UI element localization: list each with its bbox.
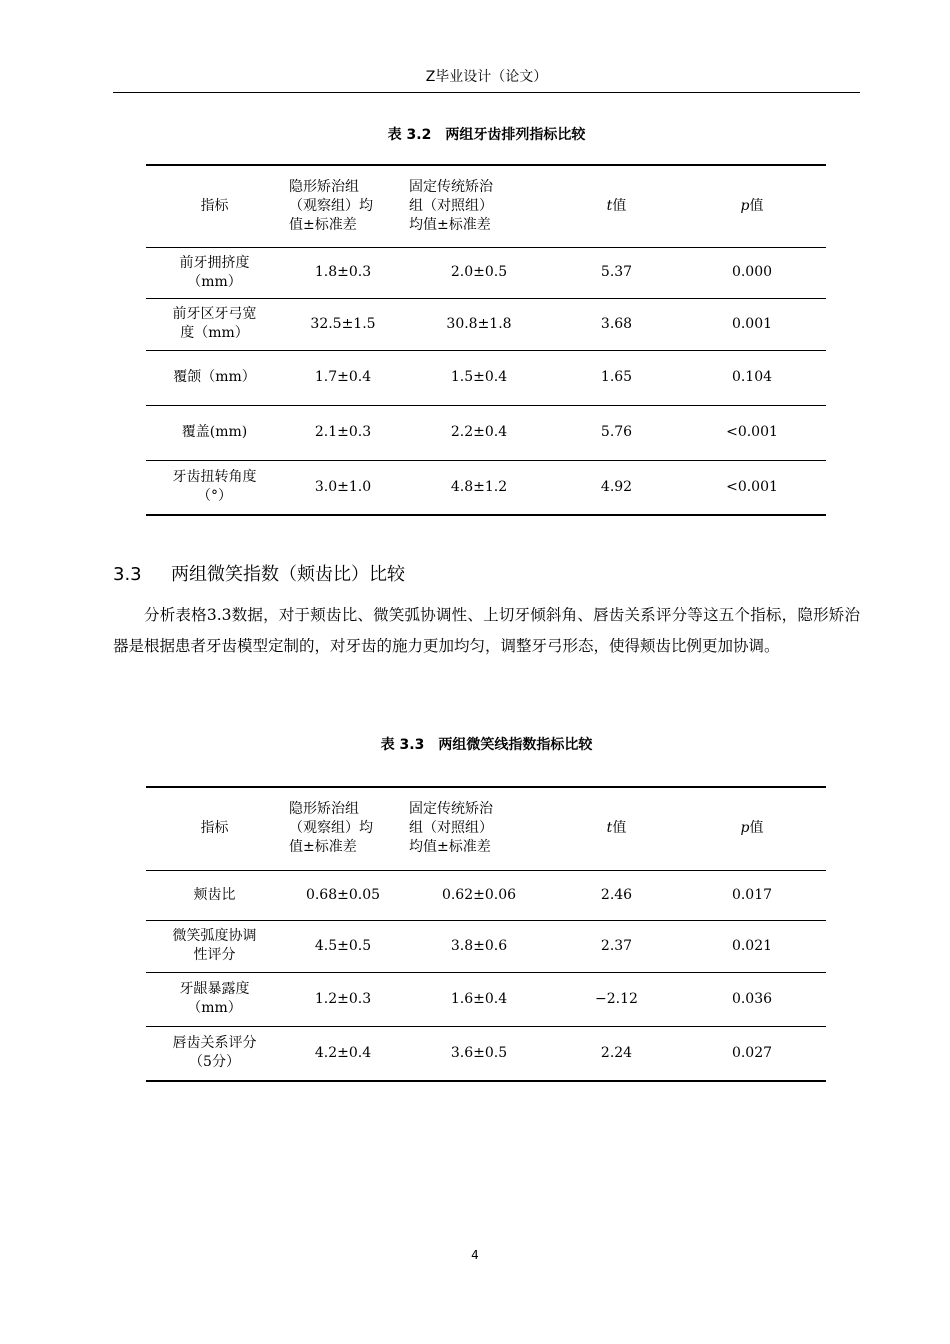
cell-group-a: 4.2±0.4 — [283, 1026, 403, 1081]
section-paragraph: 分析表格3.3数据，对于颊齿比、微笑弧协调性、上切牙倾斜角、唇齿关系评分等这五个指标，隐形矫治器是根据患者牙齿模型定制的，对牙齿的施力更加均匀，调整牙弓形态，使得颊齿比例更加协调。 — [113, 606, 860, 655]
table-row — [146, 870, 826, 920]
cell-group-b: 30.8±1.8 — [403, 298, 555, 350]
row-indicator: 覆颌（mm） — [146, 350, 283, 405]
table-3-2 — [146, 164, 826, 516]
cell-group-a: 0.68±0.05 — [283, 870, 403, 920]
section-title: 两组微笑指数（颊齿比）比较 — [171, 564, 405, 585]
cell-group-b: 2.2±0.4 — [403, 405, 555, 460]
cell-p: <0.001 — [678, 460, 826, 515]
header-t-value: t值 — [555, 787, 678, 870]
cell-t: 2.46 — [555, 870, 678, 920]
cell-p: 0.001 — [678, 298, 826, 350]
page-header: Z毕业设计（论文） — [113, 66, 860, 93]
row-indicator: 前牙拥挤度 （mm） — [146, 247, 283, 298]
table-row — [146, 460, 826, 515]
cell-p: 0.021 — [678, 920, 826, 972]
table-row — [146, 920, 826, 972]
table-row — [146, 247, 826, 298]
cell-t: 5.76 — [555, 405, 678, 460]
cell-group-b: 2.0±0.5 — [403, 247, 555, 298]
cell-p: 0.027 — [678, 1026, 826, 1081]
header-invisible-group: 隐形矫治组 （观察组）均 值±标准差 — [283, 787, 403, 870]
cell-group-b: 0.62±0.06 — [403, 870, 555, 920]
row-indicator: 前牙区牙弓宽 度（mm） — [146, 298, 283, 350]
cell-group-a: 3.0±1.0 — [283, 460, 403, 515]
header-p-value: p值 — [678, 165, 826, 247]
header-fixed-group: 固定传统矫治 组（对照组） 均值±标准差 — [403, 165, 555, 247]
cell-group-b: 3.6±0.5 — [403, 1026, 555, 1081]
cell-p: 0.104 — [678, 350, 826, 405]
table-3-3-caption: 表 3.3 两组微笑线指数指标比较 — [380, 737, 593, 753]
row-indicator: 微笑弧度协调 性评分 — [146, 920, 283, 972]
section-heading — [113, 560, 405, 586]
table-row — [146, 972, 826, 1026]
cell-t: 2.37 — [555, 920, 678, 972]
table-row — [146, 350, 826, 405]
table-3-2-caption: 表 3.2 两组牙齿排列指标比较 — [387, 127, 586, 143]
header-fixed-group: 固定传统矫治 组（对照组） 均值±标准差 — [403, 787, 555, 870]
row-indicator: 覆盖(mm) — [146, 405, 283, 460]
header-indicator: 指标 — [146, 165, 283, 247]
cell-group-a: 1.7±0.4 — [283, 350, 403, 405]
cell-group-b: 1.5±0.4 — [403, 350, 555, 405]
header-t-value: t值 — [555, 165, 678, 247]
cell-t: 2.24 — [555, 1026, 678, 1081]
header-p-value: p值 — [678, 787, 826, 870]
cell-group-a: 32.5±1.5 — [283, 298, 403, 350]
row-indicator: 颊齿比 — [146, 870, 283, 920]
cell-p: 0.017 — [678, 870, 826, 920]
table-row — [146, 298, 826, 350]
cell-group-a: 2.1±0.3 — [283, 405, 403, 460]
cell-t: −2.12 — [555, 972, 678, 1026]
cell-group-b: 1.6±0.4 — [403, 972, 555, 1026]
table-row — [146, 1026, 826, 1081]
table-3-3 — [146, 786, 826, 1082]
cell-group-b: 3.8±0.6 — [403, 920, 555, 972]
cell-p: 0.000 — [678, 247, 826, 298]
cell-t: 1.65 — [555, 350, 678, 405]
cell-group-b: 4.8±1.2 — [403, 460, 555, 515]
cell-group-a: 4.5±0.5 — [283, 920, 403, 972]
cell-p: 0.036 — [678, 972, 826, 1026]
cell-p: <0.001 — [678, 405, 826, 460]
page-number: 4 — [471, 1248, 479, 1262]
header-indicator: 指标 — [146, 787, 283, 870]
row-indicator: 牙齿扭转角度 （°） — [146, 460, 283, 515]
cell-group-a: 1.8±0.3 — [283, 247, 403, 298]
cell-group-a: 1.2±0.3 — [283, 972, 403, 1026]
header-invisible-group: 隐形矫治组 （观察组）均 值±标准差 — [283, 165, 403, 247]
row-indicator: 牙龈暴露度 （mm） — [146, 972, 283, 1026]
table-row — [146, 405, 826, 460]
section-number: 3.3 — [113, 564, 142, 585]
cell-t: 4.92 — [555, 460, 678, 515]
cell-t: 5.37 — [555, 247, 678, 298]
row-indicator: 唇齿关系评分 （5分） — [146, 1026, 283, 1081]
cell-t: 3.68 — [555, 298, 678, 350]
